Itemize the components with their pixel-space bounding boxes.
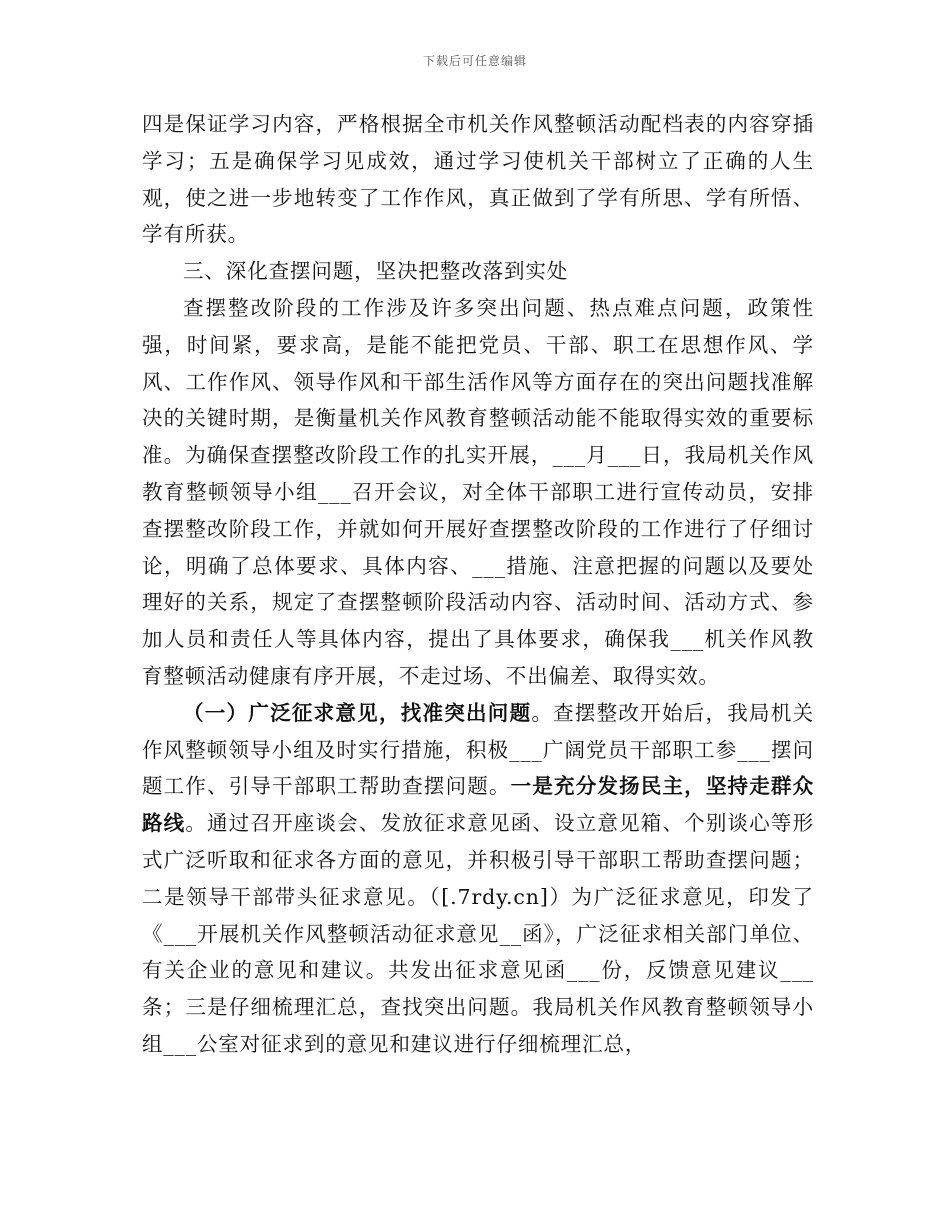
page-header: 下载后可任意编辑 xyxy=(422,54,527,68)
paragraph-solicit-opinions xyxy=(142,695,814,1063)
paragraph-text-part1: 。查摆整改开始后，我局机关作风整顿领导小组及时实行措施，积极___广阔党员干部职工参___摆问题工作、引导干部职工帮助查摆问题。 xyxy=(142,700,814,799)
subheading-solicit-opinions: （一）广泛征求意见，找准突出问题 xyxy=(183,700,532,725)
section-heading-3: 三、深化查摆问题，坚决把整改落到实处 xyxy=(183,259,569,284)
document-body xyxy=(142,106,814,1063)
paragraph-text-part2: 。通过召开座谈会、发放征求意见函、设立意见箱、个别谈心等形式广泛听取和征求各方面的意见，并积极引导干部职工帮助查摆问题；二是领导干部带头征求意见。（[.7rdy.cn]）为广泛征求意见，印发了《___开展机关作风整顿活动征求意见__函》，广泛征求相关部门单位、有关企业的意见和建议。共发出征求意见函___份，反馈意见建议___条；三是仔细梳理汇总，查找突出问题。我局机关作风教育整顿领导小组___公室对征求到的意见和建议进行仔细梳理汇总， xyxy=(142,811,814,1056)
bold-point-democracy: 一是充分发扬民主，坚持走群众路线 xyxy=(142,774,814,836)
paragraph-learning-content: 四是保证学习内容，严格根据全市机关作风整顿活动配档表的内容穿插学习；五是确保学习见成效，通过学习使机关干部树立了正确的人生观，使之进一步地转变了工作作风，真正做到了学有所思、学有所悟、学有所获。 xyxy=(142,112,814,247)
paragraph-rectification-stage: 查摆整改阶段的工作涉及许多突出问题、热点难点问题，政策性强，时间紧，要求高，是能不能把党员、干部、职工在思想作风、学风、工作作风、领导作风和干部生活作风等方面存在的突出问题找准解决的关键时期，是衡量机关作风教育整顿活动能不能取得实效的重要标准。为确保查摆整改阶段工作的扎实开展，___月___日，我局机关作风教育整顿领导小组___召开会议，对全体干部职工进行宣传动员，安排查摆整改阶段工作，并就如何开展好查摆整改阶段的工作进行了仔细讨论，明确了总体要求、具体内容、___措施、注意把握的问题以及要处理好的关系，规定了查摆整顿阶段活动内容、活动时间、活动方式、参加人员和责任人等具体内容，提出了具体要求，确保我___机关作风教育整顿活动健康有序开展，不走过场、不出偏差、取得实效。 xyxy=(142,295,814,688)
